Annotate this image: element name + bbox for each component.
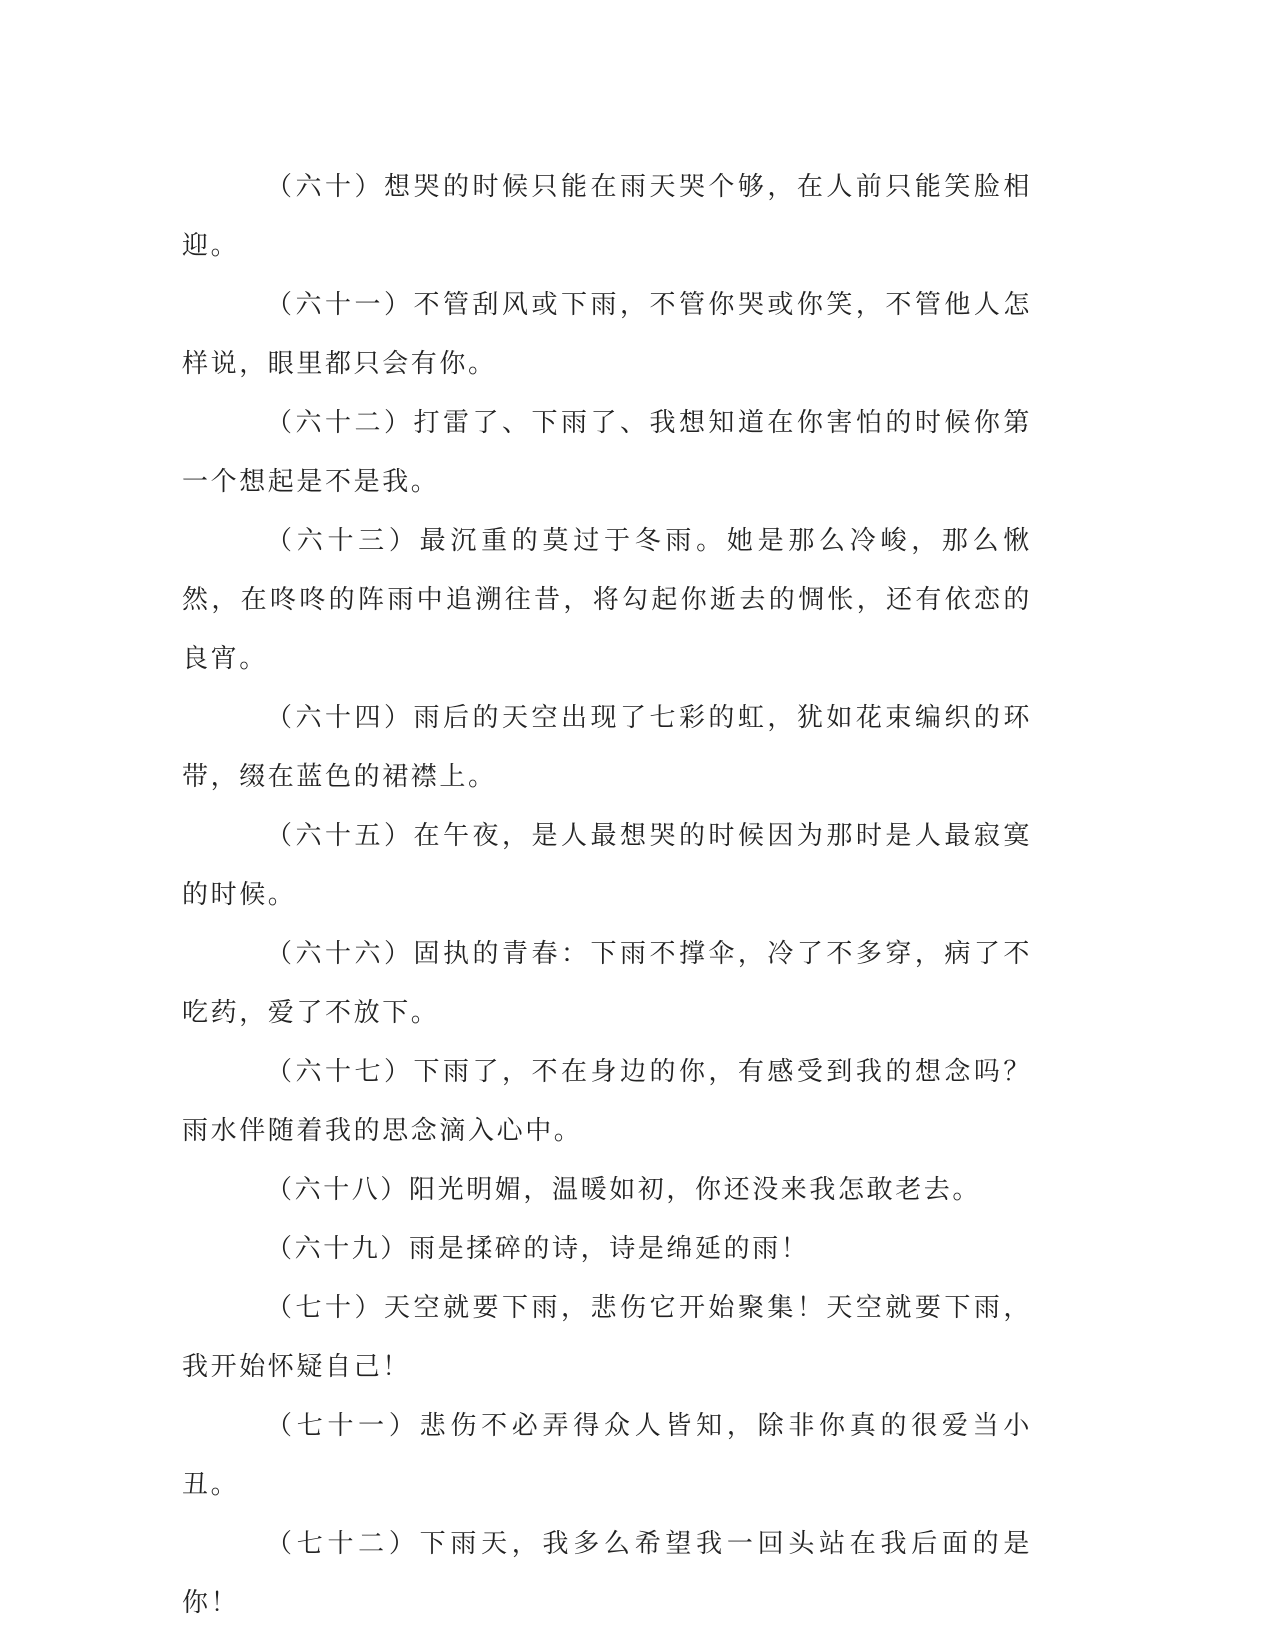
paragraph-68: （六十八）阳光明媚，温暖如初，你还没来我怎敢老去。 [266, 1175, 982, 1205]
paragraph-61: （六十一）不管刮风或下雨，不管你哭或你笑，不管他人怎样说，眼里都只会有你。 [182, 290, 1032, 379]
paragraph-69: （六十九）雨是揉碎的诗，诗是绵延的雨！ [266, 1234, 810, 1264]
paragraph-60: （六十）想哭的时候只能在雨天哭个够，在人前只能笑脸相迎。 [182, 172, 1032, 261]
paragraph-67: （六十七）下雨了，不在身边的你，有感受到我的想念吗？雨水伴随着我的思念滴入心中。 [182, 1057, 1032, 1146]
paragraph-62: （六十二）打雷了、下雨了、我想知道在你害怕的时候你第一个想起是不是我。 [182, 408, 1032, 497]
paragraph-63: （六十三）最沉重的莫过于冬雨。她是那么冷峻，那么愀然，在咚咚的阵雨中追溯往昔，将勾起你逝去的惆怅，还有依恋的良宵。 [182, 526, 1032, 674]
paragraph-66: （六十六）固执的青春：下雨不撑伞，冷了不多穿，病了不吃药，爱了不放下。 [182, 939, 1032, 1028]
paragraph-72: （七十二）下雨天，我多么希望我一回头站在我后面的是你！ [182, 1529, 1032, 1618]
paragraph-71: （七十一）悲伤不必弄得众人皆知，除非你真的很爱当小丑。 [182, 1411, 1032, 1500]
paragraph-64: （六十四）雨后的天空出现了七彩的虹，犹如花束编织的环带，缀在蓝色的裙襟上。 [182, 703, 1032, 792]
paragraph-65: （六十五）在午夜，是人最想哭的时候因为那时是人最寂寞的时候。 [182, 821, 1032, 910]
paragraph-70: （七十）天空就要下雨，悲伤它开始聚集！天空就要下雨，我开始怀疑自己！ [182, 1293, 1032, 1382]
document-body [182, 158, 1032, 1633]
